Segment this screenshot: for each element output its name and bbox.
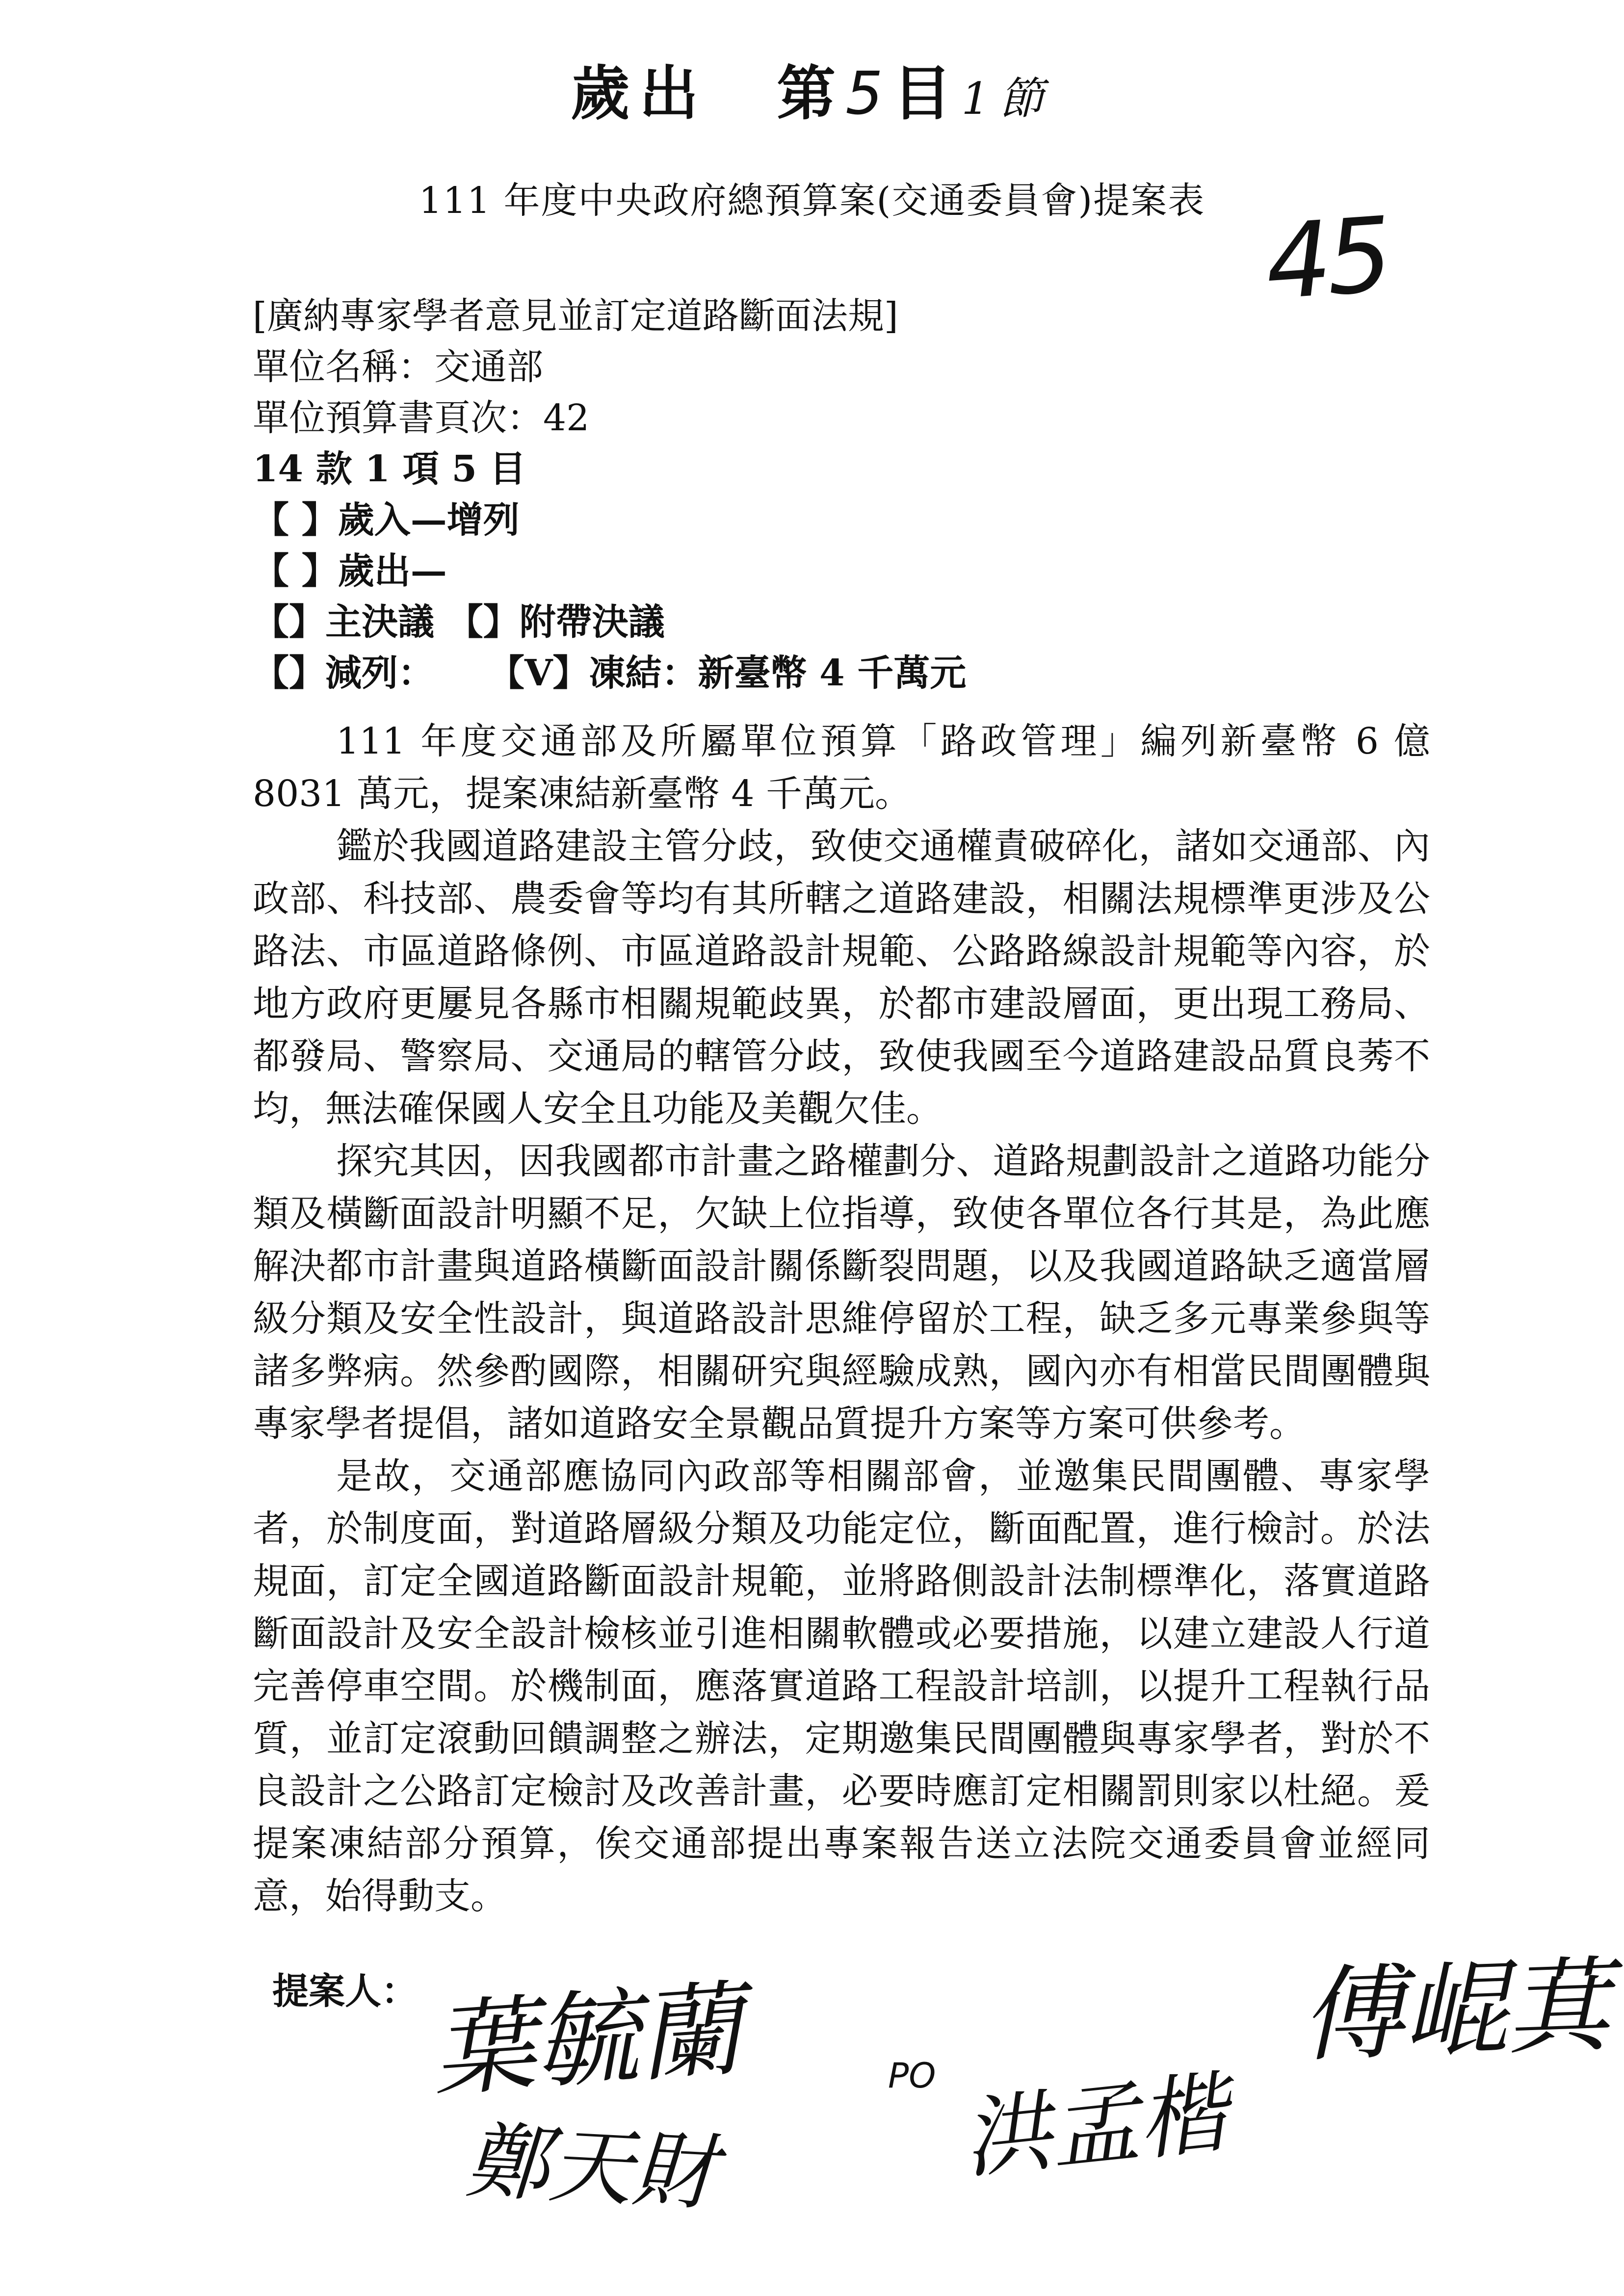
signature-1: 葉毓蘭 (428, 1969, 746, 2111)
signature-3: 洪孟楷 (958, 2061, 1232, 2192)
header-title-suffix: 目 (892, 59, 962, 128)
form-title: 111 年度中央政府總預算案(交通委員會)提案表 (419, 180, 1205, 222)
item-code: 14 款 1 項 5 目 (253, 448, 526, 490)
header-title-prefix: 歲出 第 (571, 59, 846, 128)
budget-page: 單位預算書頁次：42 (253, 397, 590, 439)
signature-2: 鄭天財 (463, 2112, 719, 2223)
body-paragraph: 鑑於我國道路建設主管分歧，致使交通權責破碎化，諸如交通部、內政部、科技部、農委會等均有其所轄之道路建設，相關法規標準更涉及公路法、市區道路條例、市區道路設計規範、公路路線設計規範等內容，於地方政府更屢見各縣市相關規範歧異，於都市建設層面，更出現工務局、都發局、警察局、交通局的轄管分歧，致使我國至今道路建設品質良莠不均，無法確保國人安全且功能及美觀欠佳。 (253, 825, 1430, 1130)
reduction-label: 【】減列： (253, 652, 434, 694)
header-title (0, 47, 1624, 131)
unit-name: 單位名稱：交通部 (253, 346, 543, 388)
proposer-label: 提案人： (272, 1970, 418, 2012)
body-paragraph: 是故，交通部應協同內政部等相關部會，並邀集民間團體、專家學者，於制度面，對道路層級分類及功能定位，斷面配置，進行檢討。於法規面，訂定全國道路斷面設計規範，並將路側設計法制標準化，落實道路斷面設計及安全設計檢核並引進相關軟體或必要措施，以建立建設人行道完善停車空間。於機制面，應落實道路工程設計培訓，以提升工程執行品質，並訂定滾動回饋調整之辦法，定期邀集民間團體與專家學者，對於不良設計之公路訂定檢討及改善計畫，必要時應訂定相關罰則家以杜絕。爰提案凍結部分預算，俟交通部提出專案報告送立法院交通委員會並經同意，始得動支。 (253, 1455, 1430, 1917)
po-mark: PO (888, 2056, 936, 2096)
handwritten-section: 1節 (961, 73, 1053, 125)
body-paragraph: 探究其因，因我國都市計畫之路權劃分、道路規劃設計之道路功能分類及橫斷面設計明顯不足，欠缺上位指導，致使各單位各行其是，為此應解決都市計畫與道路橫斷面設計關係斷裂問題，以及我國道路缺乏適當層級分類及安全性設計，與道路設計思維停留於工程，缺乏多元專業參與等諸多弊病。然參酌國際，相關研究與經驗成熟，國內亦有相當民間團體與專家學者提倡，諸如道路安全景觀品質提升方案等方案可供參考。 (253, 1140, 1430, 1445)
expenditure-option: 【 】歲出— (253, 550, 447, 592)
reduction-freeze-line (253, 648, 1430, 699)
meta-block (253, 290, 1430, 699)
body-paragraph: 111 年度交通部及所屬單位預算「路政管理」編列新臺幣 6 億 8031 萬元，提案凍結新臺幣 4 千萬元。 (253, 720, 1430, 815)
subject-line: [廣納專家學者意見並訂定道路斷面法規] (253, 295, 898, 337)
signature-4: 傅崐萁 (1298, 1945, 1612, 2076)
freeze-amount: 【V】凍結：新臺幣 4 千萬元 (488, 652, 967, 694)
resolution-options: 【】主決議 【】附帶決議 (253, 601, 665, 643)
revenue-increase-option: 【 】歲入—增列 (253, 499, 520, 541)
handwritten-digit: 5 (845, 60, 893, 128)
handwritten-page-number: 45 (1261, 194, 1391, 323)
proposal-body (253, 715, 1430, 1923)
